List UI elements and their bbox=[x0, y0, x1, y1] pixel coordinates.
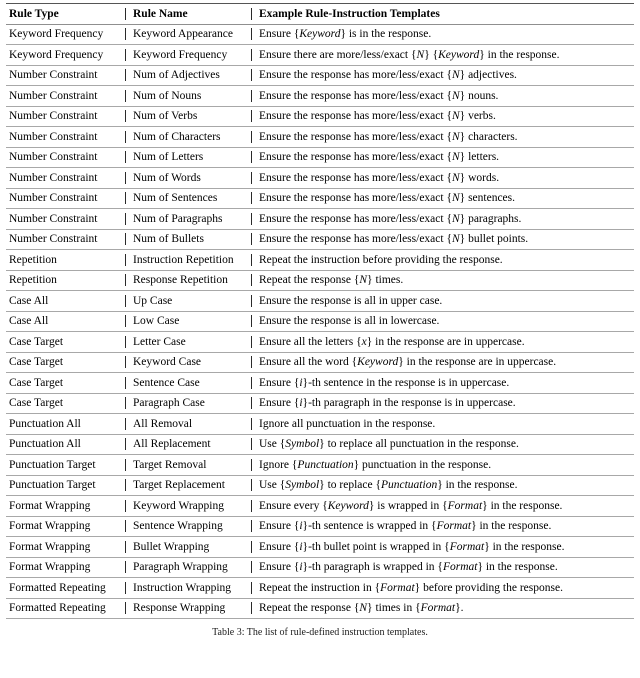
table-row bbox=[6, 168, 634, 189]
column-separator bbox=[125, 582, 126, 594]
rule-type-cell: Keyword Frequency bbox=[9, 28, 104, 41]
column-separator bbox=[251, 49, 252, 61]
column-separator bbox=[125, 541, 126, 553]
rule-type-cell: Keyword Frequency bbox=[9, 48, 104, 61]
template-cell: Ensure { i }-th sentence in the response is in uppercase. bbox=[248, 375, 634, 391]
column-separator bbox=[251, 418, 252, 430]
header-rule-type-label: Rule Type bbox=[9, 7, 59, 20]
template-cell: Ensure the response has more/less/exact { N } letters. bbox=[248, 149, 634, 165]
rule-type-cell: Format Wrapping bbox=[9, 561, 91, 574]
template-cell: Ensure { i }-th paragraph in the response is in uppercase. bbox=[248, 395, 634, 411]
column-separator bbox=[251, 602, 252, 614]
rule-name-cell: Response Repetition bbox=[122, 272, 248, 288]
rule-type-cell: Case Target bbox=[9, 397, 64, 410]
table-row bbox=[6, 291, 634, 312]
column-separator bbox=[125, 274, 126, 286]
rule-type-cell: Number Constraint bbox=[9, 69, 98, 82]
rule-type-cell: Formatted Repeating bbox=[9, 581, 106, 594]
column-separator bbox=[251, 254, 252, 266]
column-separator bbox=[125, 131, 126, 143]
rule-name-cell: Sentence Case bbox=[122, 375, 248, 391]
rule-name-cell: All Replacement bbox=[122, 436, 248, 452]
rule-name-cell: Keyword Case bbox=[122, 354, 248, 370]
rule-name-cell: Bullet Wrapping bbox=[122, 539, 248, 555]
rule-type-cell: Punctuation All bbox=[9, 417, 81, 430]
column-separator bbox=[125, 110, 126, 122]
column-separator bbox=[251, 192, 252, 204]
column-separator bbox=[125, 172, 126, 184]
table-row bbox=[6, 230, 634, 251]
rules-table-body bbox=[6, 25, 634, 620]
template-cell: Repeat the instruction before providing the response. bbox=[248, 252, 634, 268]
table-row bbox=[6, 353, 634, 374]
table-row bbox=[6, 394, 634, 415]
rule-name-cell: Instruction Wrapping bbox=[122, 580, 248, 596]
rule-name-cell: Response Wrapping bbox=[122, 600, 248, 616]
template-cell: Ensure { i }-th sentence is wrapped in { Format } in the response. bbox=[248, 518, 634, 534]
table-row bbox=[6, 373, 634, 394]
column-separator bbox=[251, 356, 252, 368]
column-separator bbox=[251, 233, 252, 245]
template-cell: Ensure the response is all in lowercase. bbox=[248, 313, 634, 329]
column-separator bbox=[125, 479, 126, 491]
rule-type-cell: Punctuation Target bbox=[9, 458, 96, 471]
rule-name-cell: Num of Verbs bbox=[122, 108, 248, 124]
table-row bbox=[6, 250, 634, 271]
table-row bbox=[6, 558, 634, 579]
rule-name-cell: All Removal bbox=[122, 416, 248, 432]
rule-type-cell: Case Target bbox=[9, 356, 64, 369]
column-separator bbox=[125, 377, 126, 389]
column-separator bbox=[251, 500, 252, 512]
column-separator bbox=[125, 8, 126, 20]
template-cell: Ensure { i }-th bullet point is wrapped in { Format } in the response. bbox=[248, 539, 634, 555]
rule-type-cell: Repetition bbox=[9, 253, 57, 266]
column-separator bbox=[251, 90, 252, 102]
column-separator bbox=[251, 561, 252, 573]
header-templates bbox=[248, 6, 634, 22]
column-separator bbox=[125, 151, 126, 163]
rule-type-cell: Case Target bbox=[9, 376, 64, 389]
template-cell: Use { Symbol } to replace { Punctuation } in the response. bbox=[248, 477, 634, 493]
column-separator bbox=[125, 315, 126, 327]
column-separator bbox=[125, 397, 126, 409]
template-cell: Ignore all punctuation in the response. bbox=[248, 416, 634, 432]
rule-type-cell: Format Wrapping bbox=[9, 540, 91, 553]
table-row bbox=[6, 435, 634, 456]
table-row bbox=[6, 455, 634, 476]
rule-name-cell: Num of Letters bbox=[122, 149, 248, 165]
column-separator bbox=[251, 479, 252, 491]
table-row bbox=[6, 476, 634, 497]
table-row bbox=[6, 312, 634, 333]
column-separator bbox=[251, 131, 252, 143]
header-rule-name bbox=[122, 6, 248, 22]
column-separator bbox=[251, 8, 252, 20]
rule-name-cell: Num of Adjectives bbox=[122, 67, 248, 83]
table-row bbox=[6, 45, 634, 66]
rule-name-cell: Up Case bbox=[122, 293, 248, 309]
table-caption: Table 3: The list of rule-defined instruction templates. bbox=[212, 627, 428, 638]
column-separator bbox=[125, 336, 126, 348]
rule-name-cell: Paragraph Wrapping bbox=[122, 559, 248, 575]
template-cell: Ensure the response has more/less/exact { N } verbs. bbox=[248, 108, 634, 124]
template-cell: Ensure the response has more/less/exact { N } sentences. bbox=[248, 190, 634, 206]
column-separator bbox=[125, 520, 126, 532]
rule-type-cell: Number Constraint bbox=[9, 212, 98, 225]
rule-type-cell: Repetition bbox=[9, 274, 57, 287]
column-separator bbox=[125, 90, 126, 102]
column-separator bbox=[251, 459, 252, 471]
rule-type-cell: Number Constraint bbox=[9, 151, 98, 164]
rule-type-cell: Number Constraint bbox=[9, 171, 98, 184]
rule-type-cell: Number Constraint bbox=[9, 130, 98, 143]
table-header-row bbox=[6, 4, 634, 25]
column-separator bbox=[125, 233, 126, 245]
rule-type-cell: Number Constraint bbox=[9, 192, 98, 205]
rule-type-cell: Case Target bbox=[9, 335, 64, 348]
table-row bbox=[6, 127, 634, 148]
column-separator bbox=[251, 541, 252, 553]
table-row bbox=[6, 599, 634, 620]
rule-name-cell: Sentence Wrapping bbox=[122, 518, 248, 534]
table-row bbox=[6, 189, 634, 210]
column-separator bbox=[251, 110, 252, 122]
rule-type-cell: Number Constraint bbox=[9, 110, 98, 123]
column-separator bbox=[125, 69, 126, 81]
table-row bbox=[6, 537, 634, 558]
template-cell: Ensure the response has more/less/exact { N } words. bbox=[248, 170, 634, 186]
table-row bbox=[6, 271, 634, 292]
column-separator bbox=[125, 602, 126, 614]
rule-name-cell: Keyword Wrapping bbox=[122, 498, 248, 514]
column-separator bbox=[251, 397, 252, 409]
column-separator bbox=[251, 377, 252, 389]
table-row bbox=[6, 25, 634, 46]
rule-name-cell: Keyword Frequency bbox=[122, 47, 248, 63]
template-cell: Ensure the response has more/less/exact { N } characters. bbox=[248, 129, 634, 145]
rule-name-cell: Num of Nouns bbox=[122, 88, 248, 104]
column-separator bbox=[125, 438, 126, 450]
template-cell: Use { Symbol } to replace all punctuation in the response. bbox=[248, 436, 634, 452]
rule-type-cell: Case All bbox=[9, 315, 49, 328]
column-separator bbox=[251, 274, 252, 286]
rule-type-cell: Number Constraint bbox=[9, 89, 98, 102]
column-separator bbox=[251, 213, 252, 225]
rule-type-cell: Format Wrapping bbox=[9, 520, 91, 533]
table-row bbox=[6, 414, 634, 435]
header-rule-name-label: Rule Name bbox=[133, 7, 188, 20]
column-separator bbox=[251, 336, 252, 348]
column-separator bbox=[125, 561, 126, 573]
rule-name-cell: Num of Words bbox=[122, 170, 248, 186]
template-cell: Ensure there are more/less/exact { N } { Keyword } in the response. bbox=[248, 47, 634, 63]
rule-name-cell: Num of Paragraphs bbox=[122, 211, 248, 227]
rule-type-cell: Punctuation All bbox=[9, 438, 81, 451]
rule-name-cell: Keyword Appearance bbox=[122, 26, 248, 42]
column-separator bbox=[251, 438, 252, 450]
template-cell: Ensure every { Keyword } is wrapped in { Format } in the response. bbox=[248, 498, 634, 514]
column-separator bbox=[251, 582, 252, 594]
column-separator bbox=[251, 28, 252, 40]
rule-type-cell: Format Wrapping bbox=[9, 499, 91, 512]
column-separator bbox=[251, 151, 252, 163]
template-cell: Ensure the response has more/less/exact { N } nouns. bbox=[248, 88, 634, 104]
rule-name-cell: Target Removal bbox=[122, 457, 248, 473]
column-separator bbox=[125, 28, 126, 40]
table-row bbox=[6, 517, 634, 538]
column-separator bbox=[251, 69, 252, 81]
template-cell: Ensure all the letters { x } in the response are in uppercase. bbox=[248, 334, 634, 350]
template-cell: Repeat the instruction in { Format } before providing the response. bbox=[248, 580, 634, 596]
table-row bbox=[6, 86, 634, 107]
column-separator bbox=[125, 192, 126, 204]
rule-name-cell: Paragraph Case bbox=[122, 395, 248, 411]
column-separator bbox=[125, 254, 126, 266]
table-row bbox=[6, 332, 634, 353]
table-row bbox=[6, 107, 634, 128]
column-separator bbox=[251, 315, 252, 327]
table-row bbox=[6, 209, 634, 230]
table-row bbox=[6, 578, 634, 599]
template-cell: Ensure all the word { Keyword } in the response are in uppercase. bbox=[248, 354, 634, 370]
template-cell: Repeat the response { N } times. bbox=[248, 272, 634, 288]
template-cell: Ignore { Punctuation } punctuation in the response. bbox=[248, 457, 634, 473]
rule-name-cell: Low Case bbox=[122, 313, 248, 329]
column-separator bbox=[251, 172, 252, 184]
template-cell: Ensure { i }-th paragraph is wrapped in { Format } in the response. bbox=[248, 559, 634, 575]
table-row bbox=[6, 496, 634, 517]
column-separator bbox=[125, 295, 126, 307]
rule-name-cell: Num of Characters bbox=[122, 129, 248, 145]
column-separator bbox=[125, 500, 126, 512]
rule-type-cell: Punctuation Target bbox=[9, 479, 96, 492]
template-cell: Ensure the response has more/less/exact { N } paragraphs. bbox=[248, 211, 634, 227]
rule-name-cell: Target Replacement bbox=[122, 477, 248, 493]
rule-name-cell: Num of Bullets bbox=[122, 231, 248, 247]
template-cell: Repeat the response { N } times in { Format }. bbox=[248, 600, 634, 616]
template-cell: Ensure the response has more/less/exact { N } adjectives. bbox=[248, 67, 634, 83]
header-rule-type bbox=[6, 6, 122, 22]
column-separator bbox=[125, 49, 126, 61]
column-separator bbox=[125, 356, 126, 368]
header-templates-label: Example Rule-Instruction Templates bbox=[259, 7, 440, 20]
column-separator bbox=[125, 418, 126, 430]
rule-type-cell: Number Constraint bbox=[9, 233, 98, 246]
rule-type-cell: Case All bbox=[9, 294, 49, 307]
rule-name-cell: Instruction Repetition bbox=[122, 252, 248, 268]
column-separator bbox=[251, 295, 252, 307]
template-cell: Ensure the response is all in upper case. bbox=[248, 293, 634, 309]
column-separator bbox=[125, 213, 126, 225]
table-row bbox=[6, 66, 634, 87]
template-cell: Ensure { Keyword } is in the response. bbox=[248, 26, 634, 42]
template-cell: Ensure the response has more/less/exact { N } bullet points. bbox=[248, 231, 634, 247]
rule-type-cell: Formatted Repeating bbox=[9, 602, 106, 615]
rule-name-cell: Letter Case bbox=[122, 334, 248, 350]
rules-table bbox=[6, 3, 634, 619]
rule-name-cell: Num of Sentences bbox=[122, 190, 248, 206]
column-separator bbox=[251, 520, 252, 532]
table-row bbox=[6, 148, 634, 169]
column-separator bbox=[125, 459, 126, 471]
